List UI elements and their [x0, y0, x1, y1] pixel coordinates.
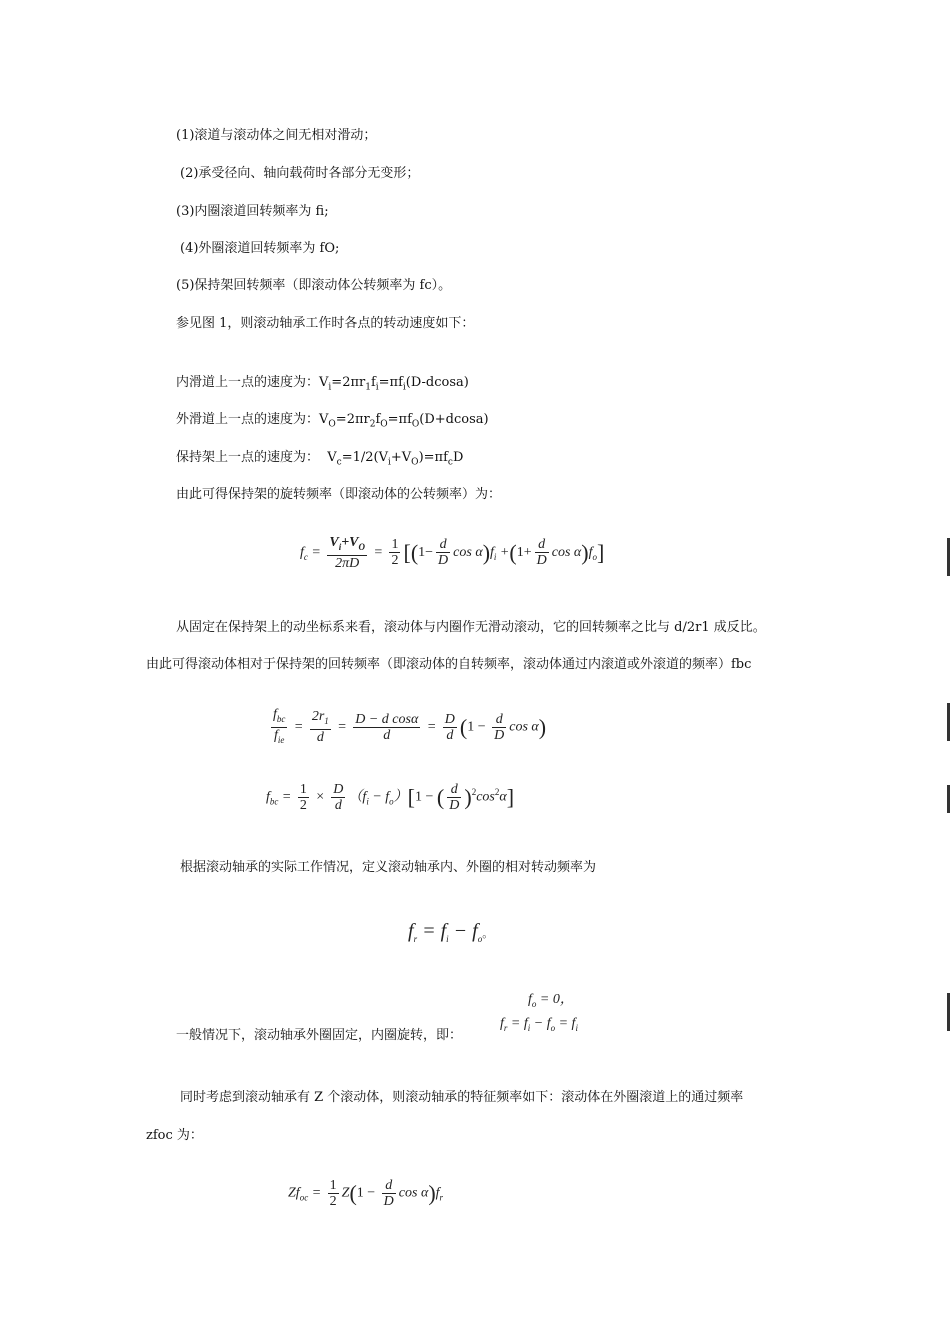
assumption-2: (2)承受径向、轴向载荷时各部分无变形；: [180, 166, 420, 181]
cage-velocity-formula: $V_c=1/2(V_i+V_O)=\pi f_cD$: [319, 450, 464, 468]
intro-paragraph: 参见图 1，则滚动轴承工作时各点的转动速度如下：: [176, 316, 475, 331]
outer-fixed-condition: $f_o = 0$，: [528, 992, 574, 1009]
spin-ratio-formula: $\frac{f_{bc}}{f_{ie}}$ = $\frac{2r_1}{d}$ = $\frac{\text{D − d cosα}}{d}$ = $\frac{D}{d}$ (1 − $\frac{d}{D}$ cos α): [273, 707, 547, 746]
rolling-ratio-paragraph: 从固定在保持架上的动坐标系来看，滚动体与内圈作无滑动滚动，它的回转频率之比与 d/2r1 成反比。: [176, 620, 766, 635]
assumption-1: (1)滚道与滚动体之间无相对滑动；: [176, 128, 377, 143]
outer-velocity-line: [176, 412, 489, 433]
characteristic-frequency-paragraph: 同时考虑到滚动轴承有 Z 个滚动体，则滚动轴承的特征频率如下：滚动体在外圈滚道上的通过频率: [180, 1090, 744, 1105]
inner-velocity-label: 内滑道上一点的速度为：: [176, 375, 320, 390]
outer-pass-frequency-formula: $Zf_{oc}$ = $\frac{1}{2}$ Z(1 − $\frac{d}{D}$ $\cos \alpha)f_r$: [288, 1178, 444, 1209]
cage-frequency-intro: 由此可得保持架的旋转频率（即滚动体的公转频率）为：: [176, 487, 502, 502]
inner-velocity-line: [176, 375, 469, 396]
cage-velocity-line: [176, 450, 463, 471]
cage-frequency-formula: $f_c$ = $\frac{V_i+V_O}{2\pi D}$ = $\frac{1}{2}$ [(1− $\frac{d}{D}$ $\cos \alpha)f_i +(1+$ $\frac{d}{D}$ $\cos \alpha)f_o$]: [300, 535, 605, 571]
spin-frequency-paragraph: 由此可得滚动体相对于保持架的回转频率（即滚动体的自转频率，滚动体通过内滚道或外滚道的频率）fbc: [146, 657, 752, 672]
outer-ring-fixed-paragraph: 一般情况下，滚动轴承外圈固定，内圈旋转，即：: [176, 1028, 463, 1043]
cage-velocity-label: 保持架上一点的速度为：: [176, 450, 320, 465]
assumption-4: (4)外圈滚道回转频率为 fO;: [180, 241, 340, 256]
spin-frequency-formula: $f_{bc}$ = $\frac{1}{2}$ × $\frac{D}{d}$ $(f_i - f_o)[1$ − ( $\frac{d}{D}$ )$^2\cos^2\alpha$]: [266, 782, 515, 813]
zfoc-label: zfoc 为：: [146, 1128, 203, 1143]
assumption-3: (3)内圈滚道回转频率为 fi;: [176, 204, 329, 219]
inner-velocity-formula: $V_i=2\pi r_1f_i=\pi f_i(D-dcosa)$: [319, 375, 469, 393]
inner-rotation-formula: $f_r = f_i - f_o = f_i$: [500, 1016, 578, 1033]
relative-frequency-formula: $f_r = f_i - f_o$。: [408, 920, 494, 944]
outer-velocity-formula: $V_O=2\pi r_2f_O=\pi f_O(D+dcosa)$: [319, 412, 489, 430]
assumption-5: (5)保持架回转频率（即滚动体公转频率为 fc）。: [176, 278, 452, 293]
relative-frequency-paragraph: 根据滚动轴承的实际工作情况，定义滚动轴承内、外圈的相对转动频率为: [180, 860, 597, 875]
outer-velocity-label: 外滑道上一点的速度为：: [176, 412, 320, 427]
